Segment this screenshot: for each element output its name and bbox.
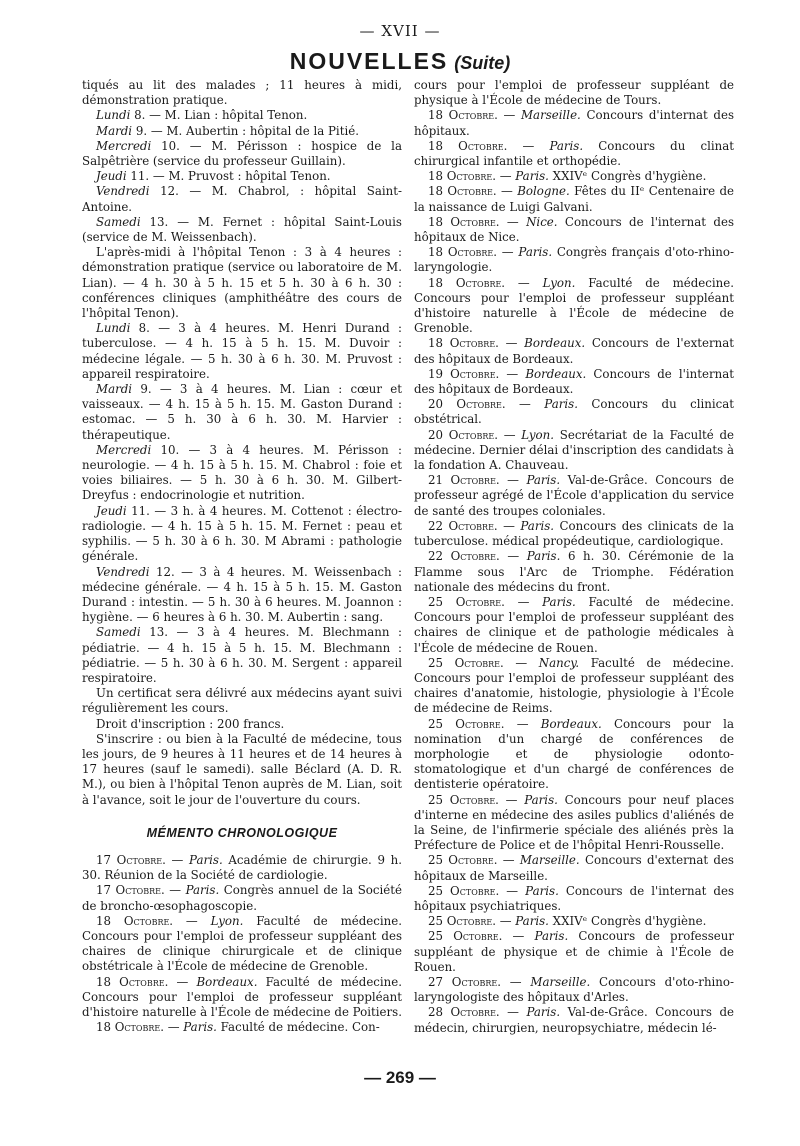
schedule-item: Vendredi 12. — M. Chabrol, : hôpital Saint-Antoine.	[82, 184, 402, 214]
memento-entry: 27 Octobre. — Marseille. Concours d'oto-rhino-laryngologiste des hôpitaux d'Arles.	[414, 974, 734, 1005]
schedule-item: Jeudi 11. — M. Pruvost : hôpital Tenon.	[96, 169, 331, 184]
memento-entry: 25 Octobre. — Paris. Concours de l'internat des hôpitaux psychiatriques.	[414, 883, 734, 913]
schedule-item: Samedi 13. — 3 à 4 heures. M. Blechmann : pédiatrie. — 4 h. 15 à 5 h. 15. M. Blechmann : pédiatrie. — 5 h. 30 à 6 h. 30. M. Sergent : appareil respiratoire.	[82, 625, 402, 685]
memento-entry: 17 Octobre. — Paris. Congrès annuel de la Société de broncho-œsophagoscopie.	[82, 883, 402, 913]
memento-entry: 25 Octobre. — Paris. Faculté de médecine. Concours pour l'emploi de professeur suppléant des chaires de clinique et de pathologie médicales à l'École de médecine de Rouen.	[414, 594, 734, 655]
title-suffix: (Suite)	[454, 53, 511, 73]
memento-entry: 25 Octobre. — Marseille. Concours d'externat des hôpitaux de Marseille.	[414, 853, 734, 883]
title-main: NOUVELLES	[289, 48, 449, 74]
memento-entry: 18 Octobre. — Lyon. Faculté de médecine. Concours pour l'emploi de professeur suppléant d'histoire naturelle à l'École de médecine de Grenoble.	[414, 275, 734, 336]
schedule-item: Samedi 13. — M. Fernet : hôpital Saint-Louis (service de M. Weissenbach).	[82, 214, 402, 245]
intro-paragraph: tiqués au lit des malades ; 11 heures à midi, démonstration pratique.	[82, 78, 402, 108]
memento-entry: 18 Octobre. — Paris. Concours du clinat chirurgical infantile et orthopédie.	[414, 138, 734, 169]
schedule-item: Mercredi 10. — 3 à 4 heures. M. Périsson : neurologie. — 4 h. 15 à 5 h. 15. M. Chabrol : foie et voies biliaires. — 5 h. 30 à 6 h. 30. M. Gilbert-Dreyfus : endocrinologie et nutrition.	[82, 442, 402, 503]
schedule-item: Vendredi 12. — 3 à 4 heures. M. Weissenbach : médecine générale. — 4 h. 15 à 5 h. 15. M. Gaston Durand : intestin. — 5 h. 30 à 6 heures. M. Joannon : hygiène. — 6 heures à 6 h. 30. M. Aubertin : sang.	[82, 564, 402, 625]
right-column	[414, 78, 734, 1036]
afternoon-intro: L'après-midi à l'hôpital Tenon : 3 à 4 heures : démonstration pratique (service ou laboratoire de M. Lian). — 4 h. 30 à 5 h. 15 et 5 h. 30 à 6 h. 30 : conférences cliniques (amphithéâtre des cours de l'hôpital Tenon).	[82, 245, 402, 321]
schedule-item: Jeudi 11. — 3 h. à 4 heures. M. Cottenot : électro-radiologie. — 4 h. 15 à 5 h. 15. M. Fernet : peau et syphilis. — 5 h. 30 à 6 h. 30. M Abrami : pathologie générale.	[82, 503, 402, 564]
memento-entry: 20 Octobre. — Paris. Concours du clinicat obstétrical.	[414, 397, 735, 427]
memento-heading: MÉMENTO CHRONOLOGIQUE	[146, 825, 338, 840]
memento-entry: 18 Octobre. — Bologne. Fêtes du IIᵉ Centenaire de la naissance de Luigi Galvani.	[414, 184, 734, 214]
schedule-item: Mardi 9. — 3 à 4 heures. M. Lian : cœur et vaisseaux. — 4 h. 15 à 5 h. 15. M. Gaston Durand : estomac. — 5 h. 30 à 6 h. 30. M. Harvier : thérapeutique.	[82, 382, 402, 442]
memento-entry: 25 Octobre. — Paris. Concours pour neuf places d'interne en médecine des asiles publics d'aliénés de la Seine, de l'infirmerie spéciale des aliénés près la Préfecture de Police et de l'hôpital Henri-Rousselle.	[414, 792, 734, 853]
memento-entry: 20 Octobre. — Lyon. Secrétariat de la Faculté de médecine. Dernier délai d'inscription des candidats à la fondation A. Chauveau.	[414, 427, 734, 473]
memento-entry: 19 Octobre. — Bordeaux. Concours de l'internat des hôpitaux de Bordeaux.	[414, 366, 734, 397]
schedule-item: Mercredi 10. — M. Périsson : hospice de la Salpêtrière (service du professeur Guillain).	[82, 138, 402, 169]
schedule-item: Lundi 8. — 3 à 4 heures. M. Henri Durand : tuberculose. — 4 h. 15 à 5 h. 15. M. Duvoir : médecine légale. — 5 h. 30 à 6 h. 30. M. Pruvost : appareil respiratoire.	[82, 321, 402, 381]
memento-entry: 22 Octobre. — Paris. 6 h. 30. Cérémonie de la Flamme sous l'Arc de Triomphe. Fédération nationale des médecins du front.	[414, 549, 734, 594]
continuation-paragraph: cours pour l'emploi de professeur suppléant de physique à l'École de médecine de Tours.	[414, 78, 734, 108]
memento-entry: 21 Octobre. — Paris. Val-de-Grâce. Concours de professeur agrégé de l'École d'application du service de santé des troupes coloniales.	[414, 473, 734, 518]
memento-entry: 18 Octobre. — Marseille. Concours d'internat des hôpitaux.	[414, 108, 734, 138]
memento-entry: 18 Octobre. — Paris. Congrès français d'oto-rhino-laryngologie.	[414, 245, 734, 275]
memento-entry: 18 Octobre. — Nice. Concours de l'internat des hôpitaux de Nice.	[414, 214, 734, 245]
memento-entry: 25 Octobre. — Bordeaux. Concours pour la nomination d'un chargé de conférences de morphologie et de physiologie odonto-stomatologique et d'un chargé de conférences de dentisterie opératoire.	[414, 716, 734, 792]
memento-entry: 25 Octobre. — Paris. Concours de professeur suppléant de physique et de chimie à l'École de Rouen.	[414, 929, 734, 974]
running-head: — XVII —	[359, 22, 441, 40]
page-title	[0, 48, 800, 75]
memento-entry: 17 Octobre. — Paris. Académie de chirurgie. 9 h. 30. Réunion de la Société de cardiologie.	[82, 852, 403, 883]
memento-entry: 18 Octobre. — Bordeaux. Concours de l'externat des hôpitaux de Bordeaux.	[414, 336, 734, 366]
memento-entry: 18 Octobre. — Lyon. Faculté de médecine. Concours pour l'emploi de professeur suppléant des chaires de clinique chirurgicale et de clinique obstétricale à l'École de médecine de Grenoble.	[82, 913, 402, 974]
memento-entry: 25 Octobre. — Nancy. Faculté de médecine. Concours pour l'emploi de professeur suppléant des chaires d'anatomie, histologie, physiologie à l'École de médecine de Reims.	[414, 655, 734, 716]
memento-entry: 18 Octobre. — Paris. XXIVᵉ Congrès d'hygiène.	[428, 169, 707, 184]
schedule-item: Mardi 9. — M. Aubertin : hôpital de la Pitié.	[96, 123, 359, 138]
afternoon-schedule	[82, 321, 402, 686]
memento-entry: 28 Octobre. — Paris. Val-de-Grâce. Concours de médecin, chirurgien, neuropsychiatre, médecin lé-	[414, 1005, 734, 1035]
certificate-paragraph: Un certificat sera délivré aux médecins ayant suivi régulièrement les cours.	[82, 686, 402, 716]
memento-entry: 18 Octobre. — Paris. Faculté de médecine. Con-	[96, 1020, 380, 1035]
memento-entry: 25 Octobre. — Paris. XXIVᵉ Congrès d'hygiène.	[428, 914, 707, 929]
memento-list-right	[414, 108, 734, 1035]
left-column	[82, 78, 402, 1035]
memento-list-left	[82, 853, 402, 1035]
fee-paragraph: Droit d'inscription : 200 francs.	[96, 716, 285, 731]
morning-schedule	[82, 108, 402, 245]
page-number: — 269 —	[364, 1068, 436, 1087]
registration-paragraph: S'inscrire : ou bien à la Faculté de médecine, tous les jours, de 9 heures à 11 heures et de 14 heures à 17 heures (sauf le samedi). salle Béclard (A. D. R. M.), ou bien à l'hôpital Tenon auprès de M. Lian, soit à l'avance, soit le jour de l'ouverture du cours.	[82, 731, 402, 807]
memento-entry: 22 Octobre. — Paris. Concours des clinicats de la tuberculose. médical propédeutique, cardiologique.	[414, 518, 734, 549]
schedule-item: Lundi 8. — M. Lian : hôpital Tenon.	[96, 108, 308, 123]
memento-entry: 18 Octobre. — Bordeaux. Faculté de médecine. Concours pour l'emploi de professeur suppléant d'histoire naturelle à l'École de médecine de Poitiers.	[82, 974, 403, 1019]
